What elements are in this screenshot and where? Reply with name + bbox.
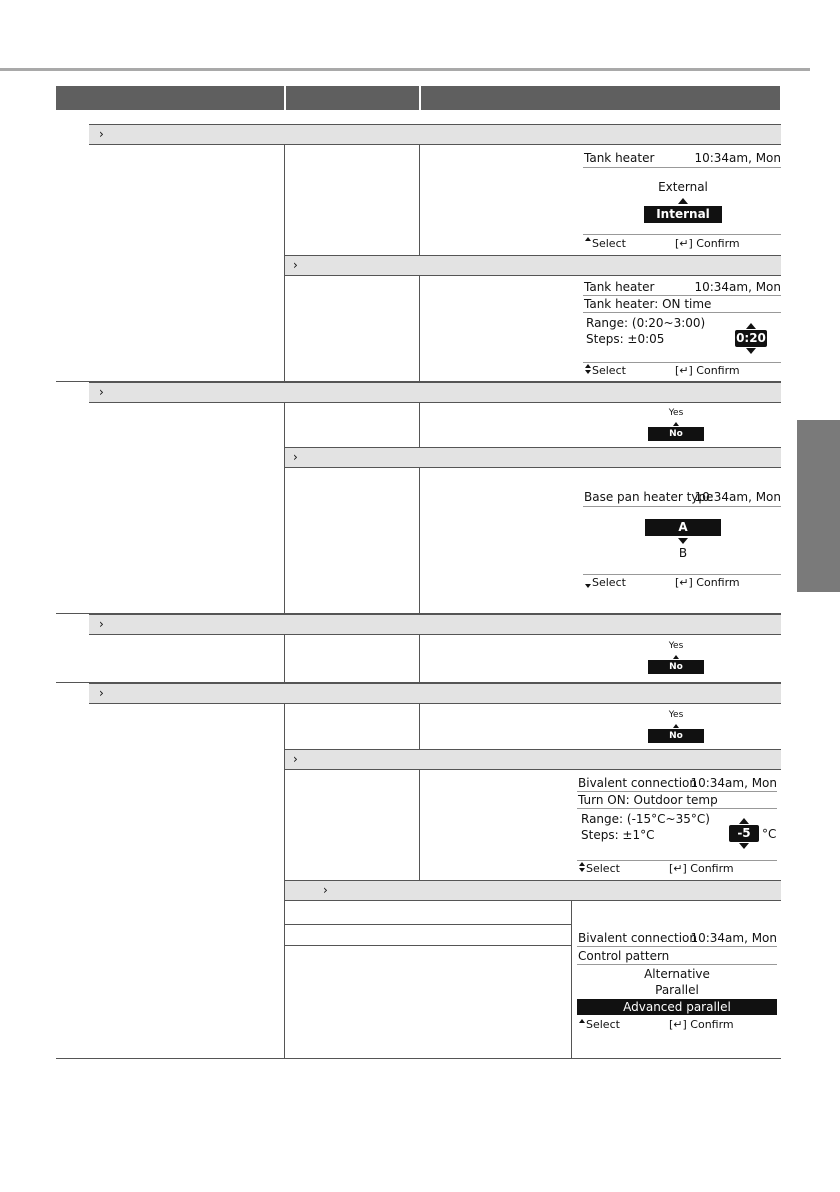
screen-divider [583,167,781,168]
col-divider [571,901,572,1058]
chevron-right-icon: › [99,385,104,399]
screen-divider [577,791,777,792]
chevron-right-icon: › [293,258,298,272]
arrow-up-icon [673,422,679,426]
range-text: Range: (0:20~3:00) [586,316,706,330]
footer-confirm: [↵] Confirm [669,862,734,875]
arrow-down-icon [585,584,591,588]
arrow-down-icon[interactable] [739,843,749,849]
screen-time: 10:34am, Mon [694,490,781,504]
yes-no-toggle [648,408,704,444]
chevron-right-icon: › [99,686,104,700]
arrow-up-icon [585,237,591,241]
col-divider [419,468,420,613]
footer-select: Select [586,862,620,875]
bivalent-pattern-screen [577,930,777,1034]
footer-confirm: [↵] Confirm [675,237,740,250]
screen-divider [577,808,777,809]
bivalent-turn-on-screen [577,776,777,876]
col-divider [284,635,285,682]
chevron-right-icon: › [99,127,104,141]
arrow-up-icon [579,1019,585,1023]
screen-divider [577,964,777,965]
screen-divider [577,946,777,947]
footer-select: Select [592,237,626,250]
option-alternative[interactable]: Alternative [644,967,710,981]
row-divider [56,682,781,683]
arrow-up-icon [678,198,688,204]
screen-time: 10:34am, Mon [694,280,781,294]
option-no-selected[interactable]: No [648,427,704,441]
table-header [56,86,780,110]
col-divider [419,145,420,255]
screen-divider [583,574,781,575]
arrow-up-icon[interactable] [746,323,756,329]
row-divider [285,945,571,946]
arrow-down-icon [678,538,688,544]
footer-select: Select [592,576,626,589]
row-divider [56,381,781,382]
tank-heater-screen [583,150,781,250]
arrow-down-icon [579,868,585,872]
subsection-band [285,749,781,770]
arrow-up-icon [673,655,679,659]
screen-title: Bivalent connection [578,931,697,945]
screen-divider [583,234,781,235]
top-rule [0,68,810,71]
screen-title: Tank heater [584,280,655,294]
footer-select: Select [586,1018,620,1031]
row-divider [56,613,781,614]
subsection-band [285,880,781,901]
option-no-selected[interactable]: No [648,660,704,674]
screen-title: Bivalent connection [578,776,697,790]
yes-no-toggle [648,710,704,746]
row-divider [285,924,571,925]
tank-heater-on-time-screen [583,280,781,380]
option-yes[interactable]: Yes [668,641,684,651]
screen-divider [583,295,781,296]
side-tab [797,420,840,592]
arrow-down-icon [585,370,591,374]
footer-confirm: [↵] Confirm [675,364,740,377]
option-no-selected[interactable]: No [648,729,704,743]
option-yes[interactable]: Yes [668,408,684,418]
col-divider [419,403,420,447]
option-advanced-parallel-selected[interactable]: Advanced parallel [577,999,777,1015]
footer-confirm: [↵] Confirm [675,576,740,589]
header-separator [284,86,286,110]
steps-text: Steps: ±0:05 [586,332,665,346]
chevron-right-icon: › [323,883,328,897]
screen-time: 10:34am, Mon [690,931,777,945]
screen-divider [583,506,781,507]
option-a-selected[interactable]: A [645,519,721,536]
arrow-up-icon[interactable] [739,818,749,824]
col-divider [284,145,285,381]
section-band [89,614,781,635]
option-parallel[interactable]: Parallel [655,983,699,997]
option-yes[interactable]: Yes [668,710,684,720]
screen-title: Base pan heater type [584,490,714,504]
screen-subtitle: Turn ON: Outdoor temp [578,793,718,807]
screen-divider [583,362,781,363]
option-b[interactable]: B [678,546,688,560]
section-band [89,124,781,145]
subsection-band [285,255,781,276]
section-band [89,683,781,704]
col-divider [419,770,420,880]
value-display[interactable]: -5 [729,825,759,842]
subsection-band [285,447,781,468]
col-divider [419,704,420,749]
col-divider [419,276,420,381]
header-separator [419,86,421,110]
steps-text: Steps: ±1°C [581,828,655,842]
col-divider [284,403,285,613]
yes-no-toggle [648,641,704,677]
col-divider [284,704,285,1058]
screen-time: 10:34am, Mon [690,776,777,790]
screen-subtitle: Tank heater: ON time [584,297,712,311]
value-display[interactable]: 0:20 [736,331,766,345]
screen-title: Tank heater [584,151,655,165]
unit-label: °C [762,827,777,841]
screen-subtitle: Control pattern [578,949,670,963]
option-external[interactable]: External [658,180,708,194]
section-band [89,382,781,403]
screen-divider [577,860,777,861]
arrow-up-icon [673,724,679,728]
col-divider [419,635,420,682]
screen-divider [583,312,781,313]
arrow-up-icon [579,862,585,866]
footer-confirm: [↵] Confirm [669,1018,734,1031]
table-bottom [56,1058,781,1059]
screen-time: 10:34am, Mon [694,151,781,165]
arrow-up-icon [585,364,591,368]
footer-select: Select [592,364,626,377]
chevron-right-icon: › [99,617,104,631]
chevron-right-icon: › [293,752,298,766]
arrow-down-icon[interactable] [746,348,756,354]
base-pan-heater-screen [583,490,781,592]
range-text: Range: (-15°C~35°C) [581,812,710,826]
option-internal-selected[interactable]: Internal [644,206,722,223]
chevron-right-icon: › [293,450,298,464]
